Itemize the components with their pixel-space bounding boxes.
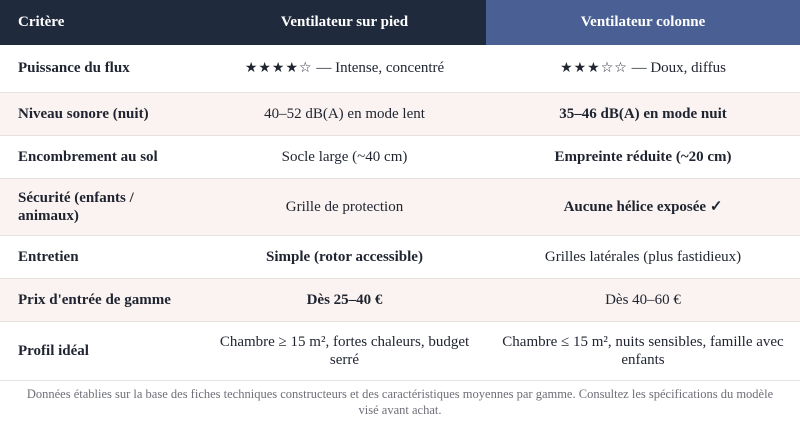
tower-fan-cell: Dès 40–60 € (486, 278, 800, 321)
tower-fan-cell (486, 45, 800, 92)
table-row (0, 278, 800, 321)
criterion-cell: Prix d'entrée de gamme (0, 278, 203, 321)
table-row (0, 135, 800, 178)
value-text: — Intense, concentré (312, 60, 445, 77)
header-standing-fan: Ventilateur sur pied (203, 0, 486, 45)
header-criterion: Critère (0, 0, 203, 45)
table-row (0, 45, 800, 92)
standing-fan-cell: Simple (rotor accessible) (203, 235, 486, 278)
header-tower-fan: Ventilateur colonne (486, 0, 800, 45)
table-row (0, 178, 800, 235)
tower-fan-cell: Empreinte réduite (~20 cm) (486, 135, 800, 178)
rating-stars-icon: ★★★☆☆ (560, 60, 628, 77)
table-row (0, 92, 800, 135)
criterion-cell: Niveau sonore (nuit) (0, 92, 203, 135)
criterion-cell: Sécurité (enfants / animaux) (0, 178, 203, 235)
standing-fan-cell: Dès 25–40 € (203, 278, 486, 321)
criterion-cell: Entretien (0, 235, 203, 278)
tower-fan-cell: Aucune hélice exposée ✓ (486, 178, 800, 235)
standing-fan-cell: Socle large (~40 cm) (203, 135, 486, 178)
standing-fan-cell: Grille de protection (203, 178, 486, 235)
table-header-row (0, 0, 800, 45)
criterion-cell: Puissance du flux (0, 45, 203, 92)
table-row (0, 235, 800, 278)
criterion-cell: Encombrement au sol (0, 135, 203, 178)
rating-stars-icon: ★★★★☆ (244, 60, 313, 77)
footnote: Données établies sur la base des fiches techniques constructeurs et des caractéristiques moyennes par gamme. Consultez les spécifications du modèle visé avant achat. (26, 386, 774, 417)
value-text: — Doux, diffus (627, 60, 726, 77)
criterion-cell: Profil idéal (0, 321, 203, 380)
tower-fan-cell: Grilles latérales (plus fastidieux) (486, 235, 800, 278)
standing-fan-cell: 40–52 dB(A) en mode lent (203, 92, 486, 135)
table-row (0, 321, 800, 380)
standing-fan-cell (203, 45, 486, 92)
tower-fan-cell: 35–46 dB(A) en mode nuit (486, 92, 800, 135)
tower-fan-cell: Chambre ≤ 15 m², nuits sensibles, famille avec enfants (486, 321, 800, 380)
standing-fan-cell: Chambre ≥ 15 m², fortes chaleurs, budget serré (203, 321, 486, 380)
